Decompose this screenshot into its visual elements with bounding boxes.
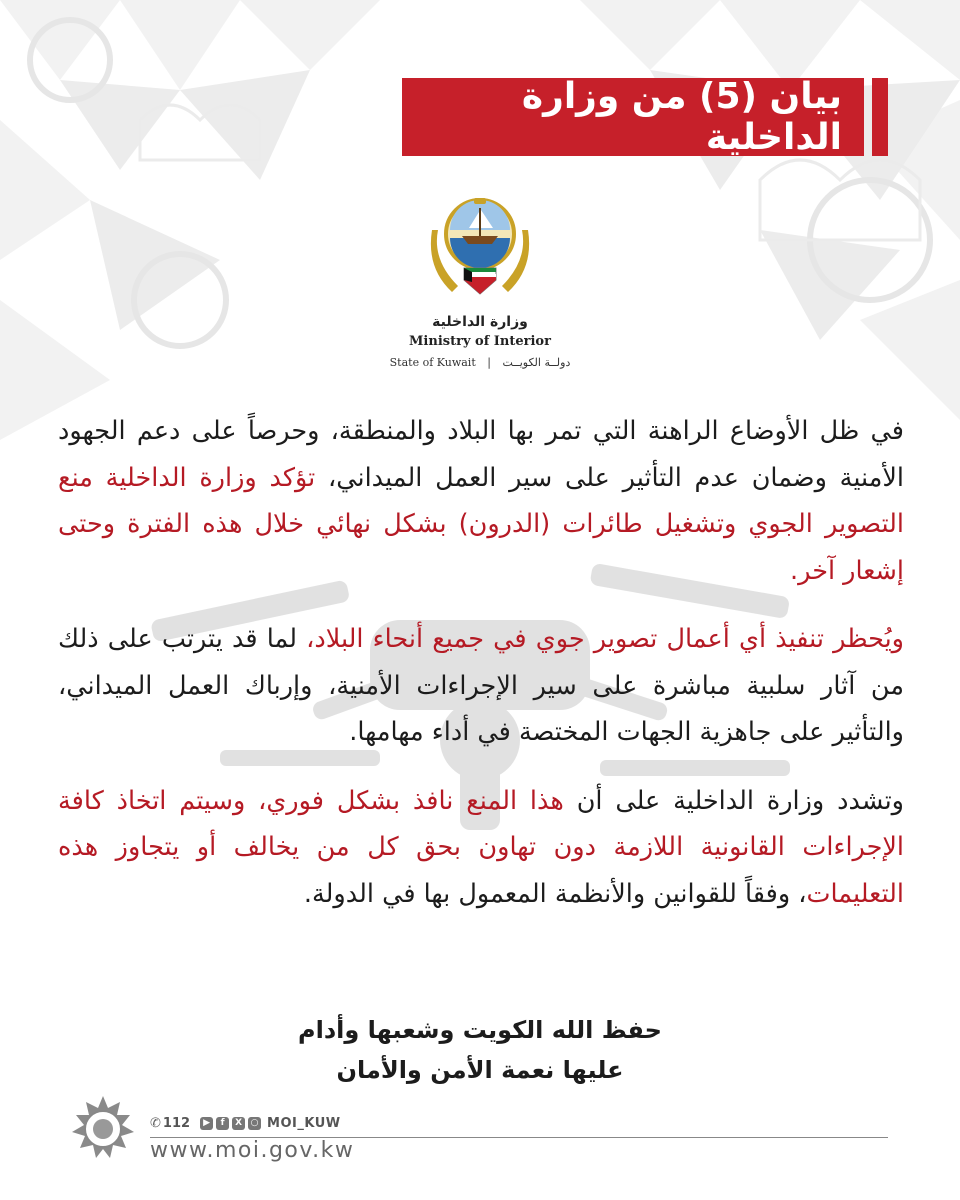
page-title: بيان (5) من وزارة الداخلية	[521, 76, 842, 158]
website-link[interactable]: www.moi.gov.kw	[150, 1138, 355, 1163]
p2-highlight: ويُحظر تنفيذ أي أعمال تصوير جوي في جميع أنحاء البلاد،	[306, 624, 904, 654]
social-handle[interactable]: MOI_KUW	[267, 1115, 341, 1131]
footer-contacts	[150, 1112, 341, 1134]
title-box	[402, 78, 864, 156]
statement-body	[58, 408, 904, 939]
state-name-ar: دولــة الكويــت	[502, 356, 571, 369]
paragraph-3	[58, 778, 904, 918]
instagram-icon[interactable]: ○	[248, 1117, 261, 1130]
state-name-en: State of Kuwait	[389, 356, 476, 369]
state-line	[380, 356, 580, 369]
closing-line-1: حفظ الله الكويت وشعبها وأدام	[298, 1016, 662, 1044]
p2-text: لما قد يترتب على ذلك من آثار سلبية مباشرة على سير الإجراءات الأمنية، وإرباك العمل الميداني، والتأثير على جاهزية الجهات المختصة في أداء مهامها.	[58, 624, 904, 747]
social-icons	[200, 1117, 261, 1130]
kuwait-emblem-icon	[428, 190, 532, 306]
p1-text: في ظل الأوضاع الراهنة التي تمر بها البلاد والمنطقة، وحرصاً على دعم الجهود الأمنية وضمان عدم التأثير على سير العمل الميداني،	[58, 416, 904, 493]
state-separator: |	[487, 356, 491, 369]
paragraph-1	[58, 408, 904, 594]
p1-highlight: تؤكد وزارة الداخلية منع التصوير الجوي وتشغيل طائرات (الدرون) بشكل نهائي خلال هذه الفترة وحتى إشعار آخر.	[58, 462, 904, 586]
paragraph-2	[58, 616, 904, 756]
p3-text-end: ، وفقاً للقوانين والأنظمة المعمول بها في الدولة.	[303, 878, 807, 909]
closing-prayer	[180, 1010, 780, 1090]
p3-text: وتشدد وزارة الداخلية على أن	[563, 785, 904, 816]
emergency-phone[interactable]: 112	[162, 1115, 191, 1131]
police-badge-icon	[70, 1096, 136, 1162]
title-accent-bar	[872, 78, 888, 156]
youtube-icon[interactable]: ▶	[200, 1117, 213, 1130]
closing-line-2: عليها نعمة الأمن والأمان	[336, 1056, 624, 1084]
ministry-name-ar: وزارة الداخلية	[432, 314, 528, 330]
title-banner	[402, 78, 864, 156]
p3-highlight: هذا المنع نافذ بشكل فوري، وسيتم اتخاذ كافة الإجراءات القانونية اللازمة دون تهاون بحق كل من يخالف أو يتجاوز هذه التعليمات	[58, 785, 904, 909]
x-icon[interactable]: X	[232, 1117, 245, 1130]
ministry-name-en: Ministry of Interior	[409, 334, 551, 349]
phone-icon: ✆	[150, 1115, 161, 1131]
facebook-icon[interactable]: f	[216, 1117, 229, 1130]
